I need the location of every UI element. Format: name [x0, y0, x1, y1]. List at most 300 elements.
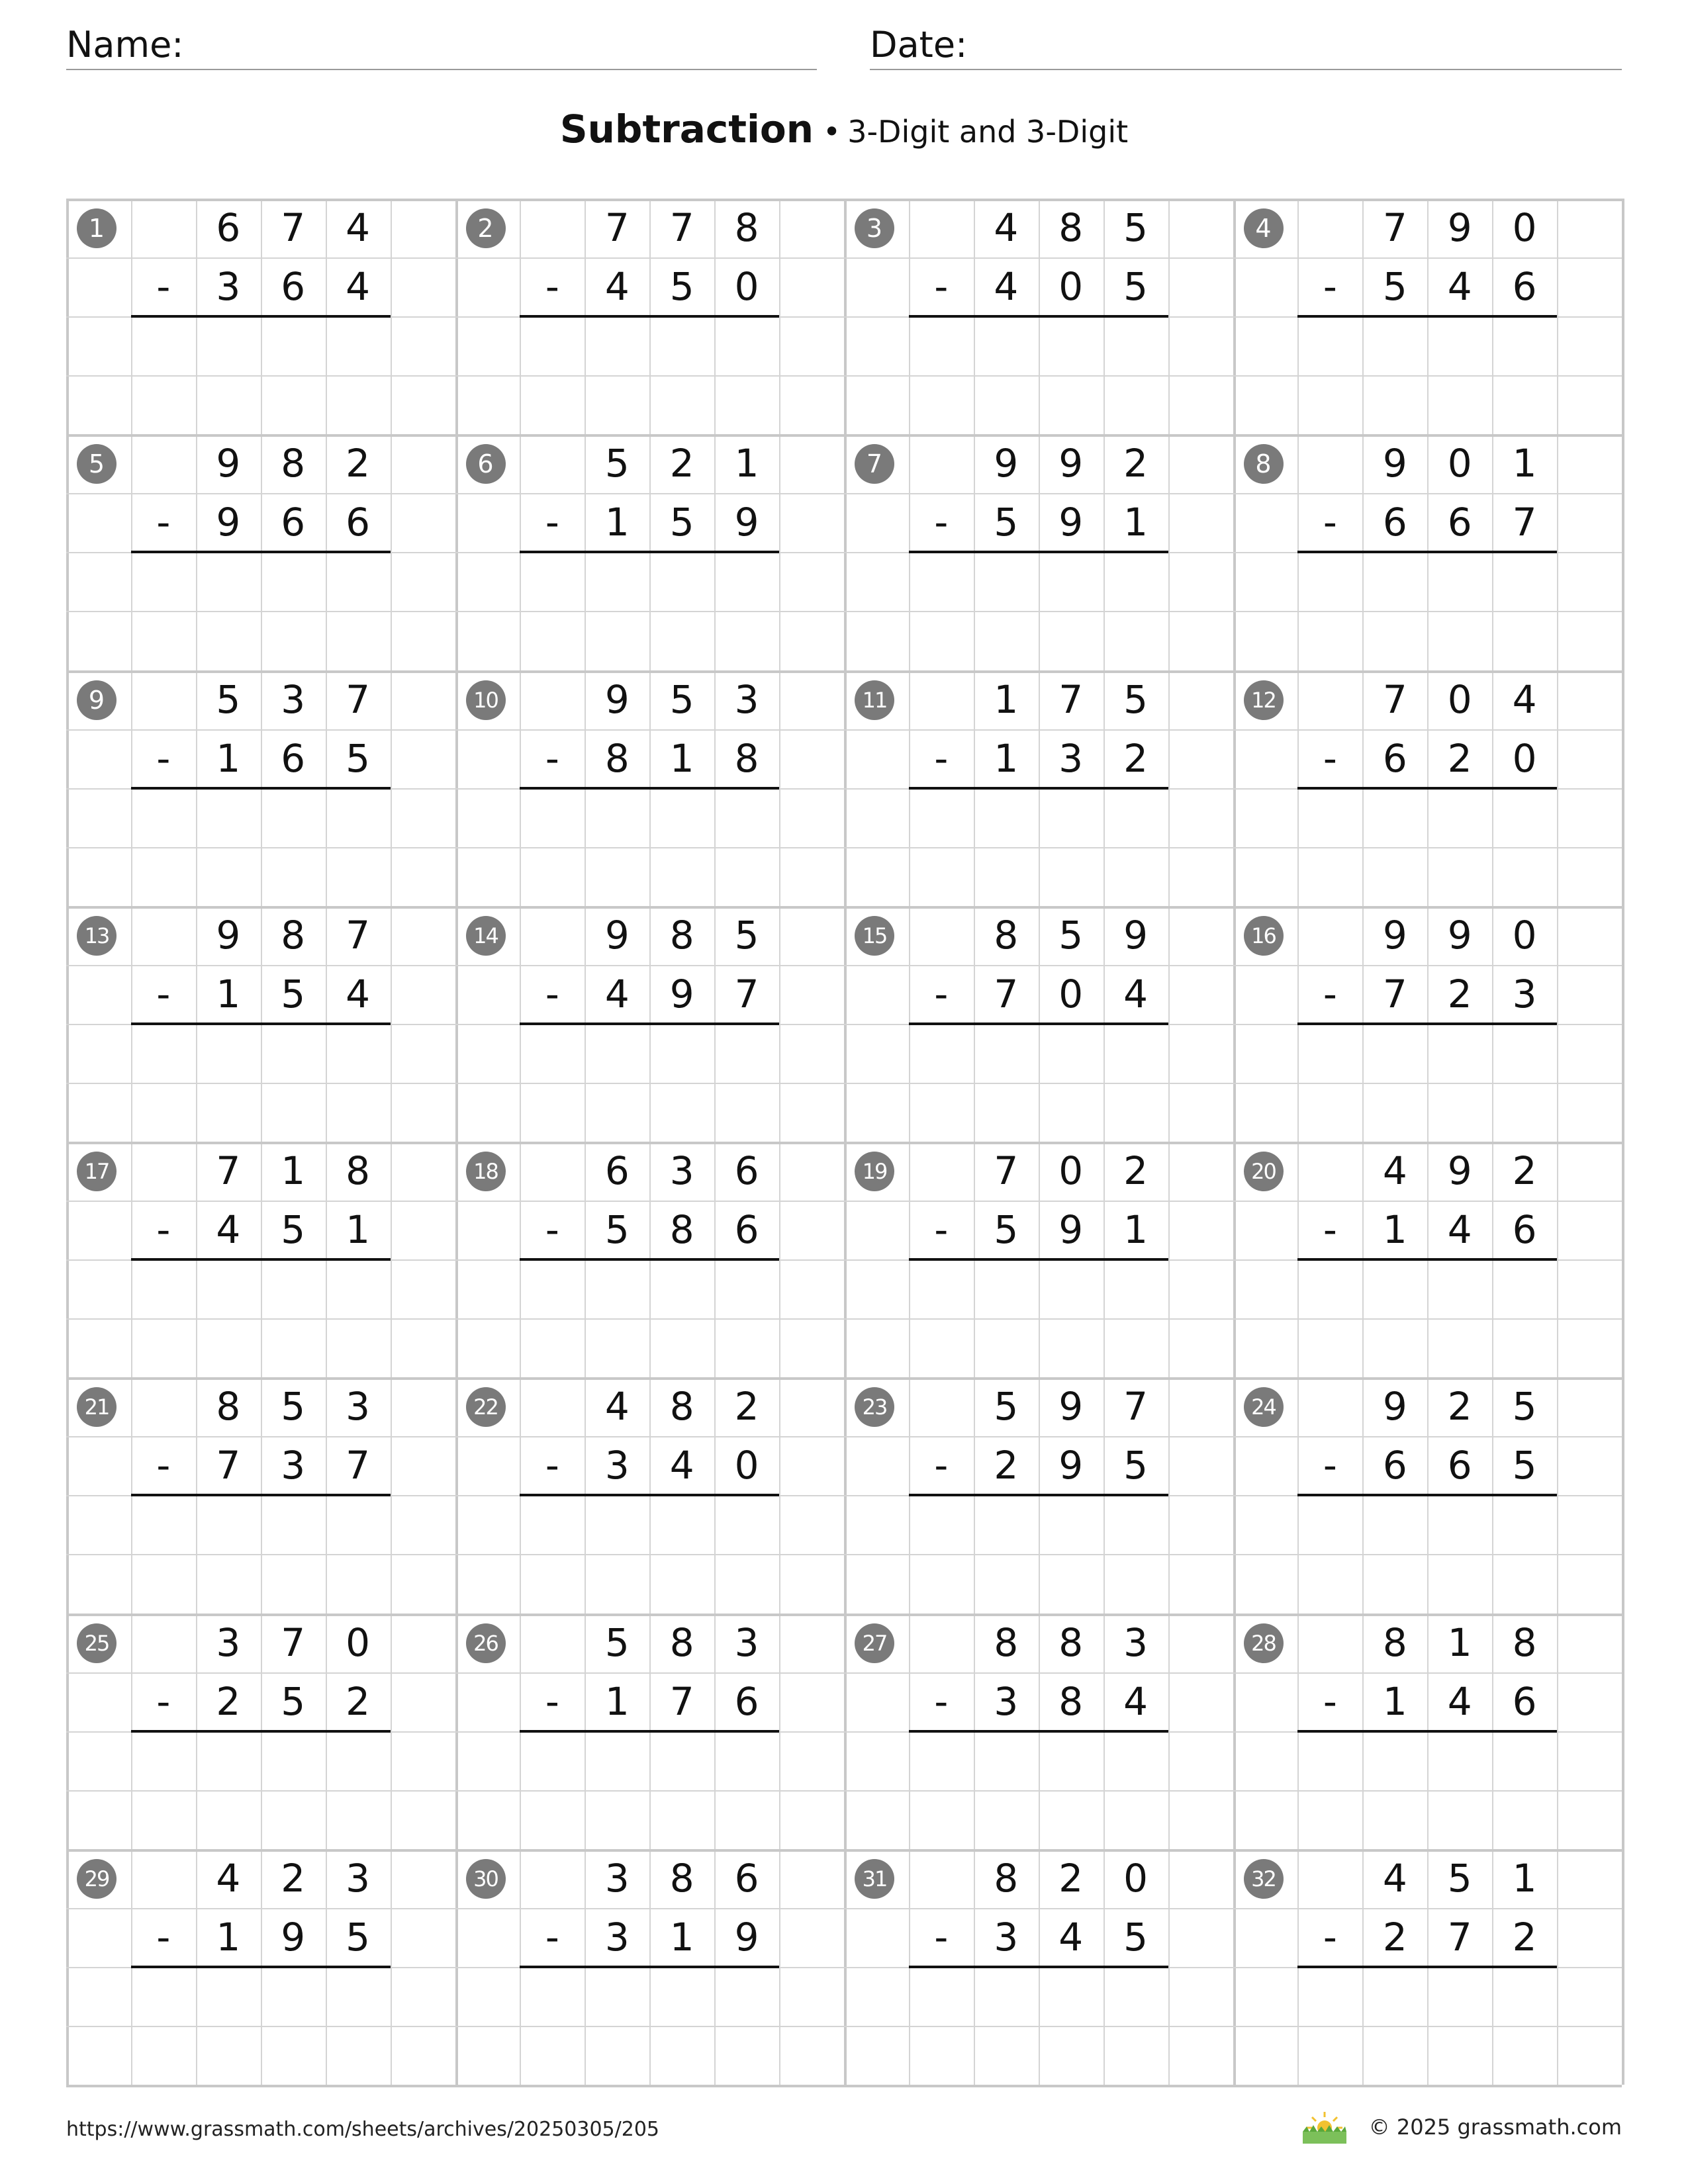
subtrahend-digit: 5	[994, 500, 1019, 545]
minus-sign: -	[934, 1443, 949, 1488]
minuend-digit: 0	[1123, 1855, 1149, 1901]
answer-line	[909, 1494, 1168, 1496]
problem-number-badge: 2	[466, 208, 506, 248]
subtrahend-digit: 7	[734, 971, 759, 1017]
subtrahend-digit: 3	[281, 1443, 306, 1488]
problem-20	[1233, 1142, 1622, 1377]
minus-sign: -	[1323, 1914, 1337, 1960]
subtrahend-digit: 3	[994, 1914, 1019, 1960]
subtrahend-digit: 6	[734, 1207, 759, 1253]
subtrahend-digit: 0	[734, 264, 759, 310]
subtrahend-digit: 2	[1123, 735, 1149, 781]
minuend-digit: 6	[604, 1148, 630, 1193]
problem-number-badge: 27	[855, 1623, 894, 1663]
problem-number-badge: 18	[466, 1152, 506, 1191]
subtrahend-digit: 3	[216, 264, 241, 310]
subtrahend-digit: 8	[1058, 1678, 1084, 1724]
minuend-digit: 8	[281, 441, 306, 486]
minus-sign: -	[156, 735, 171, 781]
minuend-digit: 8	[1512, 1619, 1537, 1665]
subtrahend-digit: 0	[1058, 264, 1084, 310]
minuend-digit: 9	[216, 912, 241, 958]
minuend-digit: 1	[734, 441, 759, 486]
answer-line	[520, 551, 779, 553]
problem-26	[455, 1614, 845, 1849]
minus-sign: -	[1323, 735, 1337, 781]
subtrahend-digit: 5	[281, 1207, 306, 1253]
subtrahend-digit: 3	[1058, 735, 1084, 781]
minuend-digit: 7	[1382, 676, 1407, 722]
minus-sign: -	[156, 1443, 171, 1488]
problem-16	[1233, 906, 1622, 1142]
problem-10	[455, 670, 845, 906]
problem-number-badge: 6	[466, 444, 506, 484]
minuend-digit: 6	[734, 1148, 759, 1193]
minuend-digit: 5	[669, 676, 694, 722]
minuend-digit: 3	[281, 676, 306, 722]
minuend-digit: 7	[1058, 676, 1084, 722]
minuend-digit: 3	[734, 1619, 759, 1665]
minuend-digit: 2	[1512, 1148, 1537, 1193]
minuend-digit: 4	[1382, 1855, 1407, 1901]
minus-sign: -	[1323, 1678, 1337, 1724]
minus-sign: -	[545, 735, 559, 781]
minus-sign: -	[1323, 1207, 1337, 1253]
minuend-digit: 9	[1058, 1384, 1084, 1430]
subtrahend-digit: 8	[604, 735, 630, 781]
subtrahend-digit: 8	[669, 1207, 694, 1253]
minuend-digit: 9	[1447, 912, 1472, 958]
minus-sign: -	[156, 500, 171, 545]
subtrahend-digit: 6	[1447, 500, 1472, 545]
problem-number-badge: 12	[1244, 680, 1284, 720]
minuend-digit: 8	[346, 1148, 371, 1193]
minus-sign: -	[156, 1678, 171, 1724]
problem-24	[1233, 1377, 1622, 1613]
minuend-digit: 0	[1447, 676, 1472, 722]
minuend-digit: 8	[734, 205, 759, 250]
problem-number-badge: 11	[855, 680, 894, 720]
problem-30	[455, 1849, 845, 2085]
answer-line	[131, 1966, 391, 1968]
answer-line	[520, 1023, 779, 1025]
subtrahend-digit: 5	[1123, 1443, 1149, 1488]
subtrahend-digit: 4	[1123, 1678, 1149, 1724]
minus-sign: -	[545, 1678, 559, 1724]
answer-line	[909, 1730, 1168, 1733]
problem-25	[66, 1614, 455, 1849]
minuend-digit: 7	[346, 912, 371, 958]
subtrahend-digit: 7	[216, 1443, 241, 1488]
subtrahend-digit: 4	[346, 264, 371, 310]
subtrahend-digit: 7	[1512, 500, 1537, 545]
answer-line	[1297, 1730, 1557, 1733]
grass-sun-logo-icon	[1300, 2109, 1349, 2145]
subtrahend-digit: 6	[281, 500, 306, 545]
problem-13	[66, 906, 455, 1142]
problem-number-badge: 14	[466, 916, 506, 956]
minuend-digit: 5	[281, 1384, 306, 1430]
subtrahend-digit: 1	[216, 735, 241, 781]
problem-number-badge: 7	[855, 444, 894, 484]
answer-line	[1297, 315, 1557, 318]
minuend-digit: 9	[994, 441, 1019, 486]
minus-sign: -	[934, 1914, 949, 1960]
subtrahend-digit: 9	[281, 1914, 306, 1960]
answer-line	[520, 1966, 779, 1968]
problem-21	[66, 1377, 455, 1613]
minuend-digit: 3	[216, 1619, 241, 1665]
minuend-digit: 2	[1123, 441, 1149, 486]
minuend-digit: 8	[669, 912, 694, 958]
minuend-digit: 8	[669, 1384, 694, 1430]
minuend-digit: 3	[669, 1148, 694, 1193]
subtrahend-digit: 4	[216, 1207, 241, 1253]
minuend-digit: 9	[1058, 441, 1084, 486]
name-field[interactable]	[66, 21, 817, 70]
problem-27	[844, 1614, 1233, 1849]
minuend-digit: 5	[604, 1619, 630, 1665]
problem-number-badge: 1	[77, 208, 117, 248]
subtrahend-digit: 2	[1382, 1914, 1407, 1960]
answer-line	[909, 315, 1168, 318]
subtrahend-digit: 1	[669, 1914, 694, 1960]
worksheet-title	[0, 105, 1688, 163]
subtrahend-digit: 6	[1382, 1443, 1407, 1488]
subtrahend-digit: 6	[1382, 735, 1407, 781]
problem-23	[844, 1377, 1233, 1613]
minuend-digit: 8	[669, 1619, 694, 1665]
subtrahend-digit: 5	[281, 971, 306, 1017]
minus-sign: -	[934, 1678, 949, 1724]
answer-line	[1297, 1494, 1557, 1496]
minuend-digit: 4	[1382, 1148, 1407, 1193]
subtrahend-digit: 4	[604, 971, 630, 1017]
minuend-digit: 3	[604, 1855, 630, 1901]
subtrahend-digit: 9	[216, 500, 241, 545]
minuend-digit: 9	[604, 676, 630, 722]
minuend-digit: 8	[281, 912, 306, 958]
answer-line	[909, 1258, 1168, 1261]
problem-number-badge: 5	[77, 444, 117, 484]
problem-number-badge: 31	[855, 1859, 894, 1899]
answer-line	[909, 1023, 1168, 1025]
minuend-digit: 3	[734, 676, 759, 722]
subtrahend-digit: 2	[1447, 971, 1472, 1017]
subtrahend-digit: 3	[994, 1678, 1019, 1724]
subtrahend-digit: 0	[1512, 735, 1537, 781]
minus-sign: -	[156, 1914, 171, 1960]
minuend-digit: 7	[216, 1148, 241, 1193]
answer-line	[520, 1494, 779, 1496]
minuend-digit: 7	[669, 205, 694, 250]
minuend-digit: 8	[994, 1619, 1019, 1665]
footer-branding	[1300, 2107, 1622, 2147]
subtrahend-digit: 7	[1447, 1914, 1472, 1960]
minuend-digit: 2	[669, 441, 694, 486]
minuend-digit: 9	[1382, 912, 1407, 958]
problem-number-badge: 19	[855, 1152, 894, 1191]
problem-number-badge: 13	[77, 916, 117, 956]
minuend-digit: 8	[994, 912, 1019, 958]
footer-url: https://www.grassmath.com/sheets/archives/20250305/205	[66, 2118, 660, 2141]
answer-line	[131, 315, 391, 318]
problem-31	[844, 1849, 1233, 2085]
name-label: Name:	[66, 24, 184, 66]
answer-line	[1297, 1966, 1557, 1968]
answer-line	[520, 1258, 779, 1261]
problem-4	[1233, 199, 1622, 434]
minuend-digit: 4	[604, 1384, 630, 1430]
subtrahend-digit: 6	[281, 264, 306, 310]
problem-9	[66, 670, 455, 906]
subtrahend-digit: 4	[1447, 264, 1472, 310]
subtrahend-digit: 4	[1447, 1678, 1472, 1724]
minus-sign: -	[545, 971, 559, 1017]
answer-line	[1297, 787, 1557, 790]
problem-number-badge: 21	[77, 1387, 117, 1427]
subtrahend-digit: 9	[1058, 500, 1084, 545]
subtrahend-digit: 7	[669, 1678, 694, 1724]
minuend-digit: 5	[1123, 205, 1149, 250]
minuend-digit: 8	[1058, 1619, 1084, 1665]
answer-line	[131, 787, 391, 790]
subtrahend-digit: 9	[1058, 1207, 1084, 1253]
problem-32	[1233, 1849, 1622, 2085]
subtrahend-digit: 2	[216, 1678, 241, 1724]
title-subtitle: 3-Digit and 3-Digit	[847, 114, 1129, 150]
grid-horizontal-line	[66, 2085, 1622, 2087]
minus-sign: -	[545, 1914, 559, 1960]
minuend-digit: 5	[1123, 676, 1149, 722]
problem-17	[66, 1142, 455, 1377]
problem-5	[66, 434, 455, 670]
minuend-digit: 8	[216, 1384, 241, 1430]
minuend-digit: 2	[346, 441, 371, 486]
problem-11	[844, 670, 1233, 906]
minus-sign: -	[545, 1443, 559, 1488]
subtrahend-digit: 0	[734, 1443, 759, 1488]
minuend-digit: 1	[1512, 1855, 1537, 1901]
subtrahend-digit: 5	[669, 500, 694, 545]
subtrahend-digit: 1	[1382, 1678, 1407, 1724]
problem-number-badge: 4	[1244, 208, 1284, 248]
subtrahend-digit: 4	[1058, 1914, 1084, 1960]
problem-14	[455, 906, 845, 1142]
subtrahend-digit: 9	[669, 971, 694, 1017]
answer-line	[1297, 1258, 1557, 1261]
minus-sign: -	[934, 971, 949, 1017]
title-separator: •	[823, 114, 841, 150]
answer-line	[520, 787, 779, 790]
minus-sign: -	[545, 500, 559, 545]
subtrahend-digit: 7	[994, 971, 1019, 1017]
subtrahend-digit: 9	[734, 1914, 759, 1960]
minuend-digit: 8	[994, 1855, 1019, 1901]
problem-7	[844, 434, 1233, 670]
minus-sign: -	[934, 1207, 949, 1253]
problem-number-badge: 17	[77, 1152, 117, 1191]
subtrahend-digit: 3	[1512, 971, 1537, 1017]
problem-15	[844, 906, 1233, 1142]
minus-sign: -	[545, 264, 559, 310]
minuend-digit: 8	[1382, 1619, 1407, 1665]
subtrahend-digit: 1	[604, 1678, 630, 1724]
minuend-digit: 6	[734, 1855, 759, 1901]
problem-number-badge: 30	[466, 1859, 506, 1899]
subtrahend-digit: 5	[604, 1207, 630, 1253]
answer-line	[131, 551, 391, 553]
subtrahend-digit: 4	[994, 264, 1019, 310]
problem-29	[66, 1849, 455, 2085]
subtrahend-digit: 4	[1123, 971, 1149, 1017]
minuend-digit: 5	[734, 912, 759, 958]
subtrahend-digit: 7	[1382, 971, 1407, 1017]
minuend-digit: 4	[1512, 676, 1537, 722]
minuend-digit: 1	[1447, 1619, 1472, 1665]
subtrahend-digit: 1	[669, 735, 694, 781]
minuend-digit: 2	[1123, 1148, 1149, 1193]
minuend-digit: 2	[1447, 1384, 1472, 1430]
minuend-digit: 1	[994, 676, 1019, 722]
problem-6	[455, 434, 845, 670]
title-main: Subtraction	[559, 107, 814, 152]
problem-8	[1233, 434, 1622, 670]
subtrahend-digit: 5	[1512, 1443, 1537, 1488]
problem-number-badge: 16	[1244, 916, 1284, 956]
minuend-digit: 0	[1512, 912, 1537, 958]
subtrahend-digit: 9	[734, 500, 759, 545]
subtrahend-digit: 1	[604, 500, 630, 545]
answer-line	[131, 1258, 391, 1261]
subtrahend-digit: 5	[994, 1207, 1019, 1253]
subtrahend-digit: 2	[346, 1678, 371, 1724]
minuend-digit: 2	[1058, 1855, 1084, 1901]
problem-number-badge: 15	[855, 916, 894, 956]
grid-vertical-line	[1622, 199, 1624, 2085]
minus-sign: -	[934, 264, 949, 310]
minuend-digit: 0	[1058, 1148, 1084, 1193]
minuend-digit: 0	[1447, 441, 1472, 486]
subtrahend-digit: 4	[669, 1443, 694, 1488]
minuend-digit: 9	[216, 441, 241, 486]
answer-line	[520, 315, 779, 318]
minuend-digit: 4	[994, 205, 1019, 250]
problem-28	[1233, 1614, 1622, 1849]
minus-sign: -	[934, 500, 949, 545]
subtrahend-digit: 5	[669, 264, 694, 310]
subtrahend-digit: 1	[1382, 1207, 1407, 1253]
subtrahend-digit: 6	[1512, 1678, 1537, 1724]
minus-sign: -	[1323, 500, 1337, 545]
problem-number-badge: 25	[77, 1623, 117, 1663]
answer-line	[909, 787, 1168, 790]
minuend-digit: 7	[346, 676, 371, 722]
minuend-digit: 7	[281, 1619, 306, 1665]
minuend-digit: 5	[1447, 1855, 1472, 1901]
minus-sign: -	[1323, 1443, 1337, 1488]
subtrahend-digit: 6	[1447, 1443, 1472, 1488]
answer-line	[909, 551, 1168, 553]
subtrahend-digit: 1	[216, 1914, 241, 1960]
subtrahend-digit: 0	[1058, 971, 1084, 1017]
minuend-digit: 2	[734, 1384, 759, 1430]
subtrahend-digit: 4	[346, 971, 371, 1017]
problem-number-badge: 23	[855, 1387, 894, 1427]
problem-number-badge: 24	[1244, 1387, 1284, 1427]
minuend-digit: 7	[604, 205, 630, 250]
subtrahend-digit: 5	[1382, 264, 1407, 310]
problem-2	[455, 199, 845, 434]
subtrahend-digit: 3	[604, 1914, 630, 1960]
minuend-digit: 5	[604, 441, 630, 486]
minuend-digit: 9	[1447, 205, 1472, 250]
minuend-digit: 7	[1382, 205, 1407, 250]
problem-number-badge: 28	[1244, 1623, 1284, 1663]
minus-sign: -	[545, 1207, 559, 1253]
minuend-digit: 3	[1123, 1619, 1149, 1665]
problem-19	[844, 1142, 1233, 1377]
minus-sign: -	[156, 1207, 171, 1253]
answer-line	[1297, 1023, 1557, 1025]
subtrahend-digit: 1	[994, 735, 1019, 781]
minuend-digit: 9	[1123, 912, 1149, 958]
minuend-digit: 4	[346, 205, 371, 250]
subtrahend-digit: 9	[1058, 1443, 1084, 1488]
answer-line	[909, 1966, 1168, 1968]
subtrahend-digit: 2	[1512, 1914, 1537, 1960]
answer-line	[1297, 551, 1557, 553]
minuend-digit: 4	[216, 1855, 241, 1901]
minus-sign: -	[156, 971, 171, 1017]
answer-line	[131, 1730, 391, 1733]
subtrahend-digit: 6	[346, 500, 371, 545]
minus-sign: -	[1323, 264, 1337, 310]
date-label: Date:	[870, 24, 968, 66]
minuend-digit: 7	[1123, 1384, 1149, 1430]
subtrahend-digit: 5	[281, 1678, 306, 1724]
minuend-digit: 9	[604, 912, 630, 958]
minuend-digit: 5	[216, 676, 241, 722]
minuend-digit: 9	[1382, 441, 1407, 486]
minus-sign: -	[934, 735, 949, 781]
problem-number-badge: 22	[466, 1387, 506, 1427]
problem-grid	[66, 199, 1622, 2085]
minuend-digit: 9	[1447, 1148, 1472, 1193]
problem-22	[455, 1377, 845, 1613]
minuend-digit: 5	[994, 1384, 1019, 1430]
subtrahend-digit: 6	[734, 1678, 759, 1724]
minuend-digit: 2	[281, 1855, 306, 1901]
minuend-digit: 3	[346, 1855, 371, 1901]
date-field[interactable]	[870, 21, 1622, 70]
subtrahend-digit: 1	[1123, 1207, 1149, 1253]
problem-number-badge: 26	[466, 1623, 506, 1663]
problem-number-badge: 9	[77, 680, 117, 720]
problem-number-badge: 3	[855, 208, 894, 248]
copyright: © 2025 grassmath.com	[1368, 2115, 1622, 2140]
minuend-digit: 1	[1512, 441, 1537, 486]
minuend-digit: 1	[281, 1148, 306, 1193]
problem-12	[1233, 670, 1622, 906]
minuend-digit: 3	[346, 1384, 371, 1430]
subtrahend-digit: 4	[1447, 1207, 1472, 1253]
minuend-digit: 8	[1058, 205, 1084, 250]
problem-number-badge: 29	[77, 1859, 117, 1899]
subtrahend-digit: 5	[346, 1914, 371, 1960]
problem-number-badge: 32	[1244, 1859, 1284, 1899]
subtrahend-digit: 3	[604, 1443, 630, 1488]
